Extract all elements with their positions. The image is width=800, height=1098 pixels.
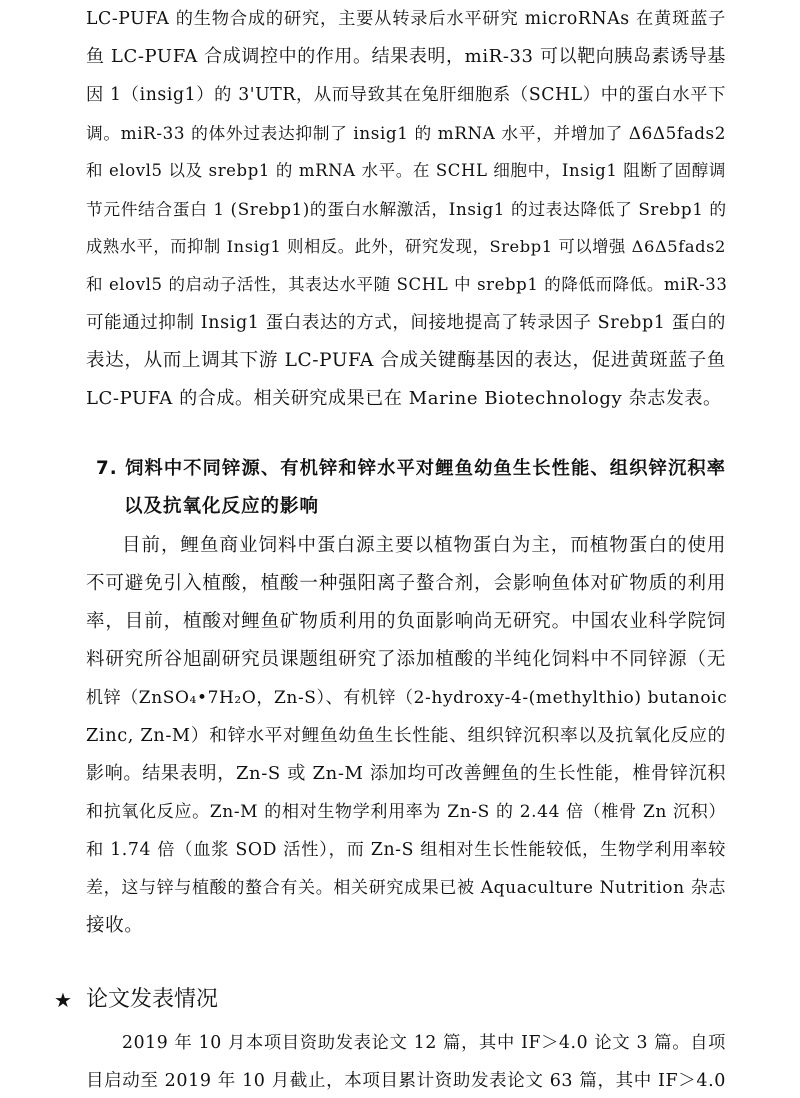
paragraph-line: 目前，鲤鱼商业饲料中蛋白源主要以植物蛋白为主，而植物蛋白的使用: [122, 535, 726, 556]
paragraph-line: 接收。: [86, 915, 144, 936]
paragraph-line: 因 1（insig1）的 3'UTR，从而导致其在兔肝细胞系（SCHL）中的蛋白水平下: [86, 85, 726, 105]
paragraph-line: 节元件结合蛋白 1 (Srebp1)的蛋白水解激活，Insig1 的过表达降低了 Srebp1 的: [86, 199, 727, 219]
paragraph-line: 调。miR-33 的体外过表达抑制了 insig1 的 mRNA 水平，并增加了 Δ6Δ5fads2: [86, 123, 726, 143]
paragraph-line: 和抗氧化反应。Zn-M 的相对生物学利用率为 Zn-S 的 2.44 倍（椎骨 Zn 沉积）: [86, 802, 726, 822]
paragraph-line: 和 elovl5 以及 srebp1 的 mRNA 水平。在 SCHL 细胞中，Insig1 阻断了固醇调: [86, 161, 726, 180]
paragraph-line: 鱼 LC-PUFA 合成调控中的作用。结果表明，miR-33 可以靶向胰岛素诱导基: [86, 46, 726, 67]
paragraph-line: 料研究所谷旭副研究员课题组研究了添加植酸的半纯化饲料中不同锌源（无: [86, 649, 726, 670]
paragraph-line: 成熟水平，而抑制 Insig1 则相反。此外，研究发现，Srebp1 可以增强 Δ6Δ5fads2: [86, 237, 726, 256]
paragraph-line: 影响。结果表明，Zn-S 或 Zn-M 添加均可改善鲤鱼的生长性能，椎骨锌沉积: [86, 763, 726, 784]
paragraph-line: Zinc, Zn-M）和锌水平对鲤鱼幼鱼生长性能、组织锌沉积率以及抗氧化反应的: [86, 726, 726, 746]
paragraph-line: LC-PUFA 的生物合成的研究，主要从转录后水平研究 microRNAs 在黄斑蓝子: [86, 9, 726, 29]
paragraph-line: 表达，从而上调其下游 LC-PUFA 合成关键酶基因的表达，促进黄斑蓝子鱼: [86, 350, 726, 371]
section-title-text: 论文发表情况: [85, 987, 218, 1012]
star-icon: ★: [54, 988, 72, 1012]
section-heading: 以及抗氧化反应的影响: [124, 496, 320, 517]
paragraph-line: 机锌（ZnSO₄•7H₂O，Zn-S）、有机锌（2-hydroxy-4-(methylthio) butanoic: [86, 688, 728, 708]
paragraph-line: 差，这与锌与植酸的螯合有关。相关研究成果已被 Aquaculture Nutrition 杂志: [86, 878, 726, 898]
section-title: [54, 982, 218, 1018]
paragraph-line: LC-PUFA 的合成。相关研究成果已在 Marine Biotechnology 杂志发表。: [86, 388, 722, 409]
section-heading: 7. 饲料中不同锌源、有机锌和锌水平对鲤鱼幼鱼生长性能、组织锌沉积率: [96, 458, 726, 479]
paragraph-line: 和 1.74 倍（血浆 SOD 活性），而 Zn-S 组相对生长性能较低，生物学利用率较: [86, 840, 726, 860]
paragraph-line: 目启动至 2019 年 10 月截止，本项目累计资助发表论文 63 篇，其中 IF＞4.0: [86, 1071, 726, 1091]
paragraph-line: 2019 年 10 月本项目资助发表论文 12 篇，其中 IF＞4.0 论文 3 篇。自项: [122, 1033, 726, 1053]
paragraph-line: 可能通过抑制 Insig1 蛋白表达的方式，间接地提高了转录因子 Srebp1 蛋白的: [86, 313, 726, 333]
paragraph-line: 率，目前，植酸对鲤鱼矿物质利用的负面影响尚无研究。中国农业科学院饲: [86, 611, 726, 632]
paragraph-line: 和 elovl5 的启动子活性，其表达水平随 SCHL 中 srebp1 的降低而降低。miR-33: [86, 275, 728, 294]
paragraph-line: 不可避免引入植酸，植酸一种强阳离子螯合剂，会影响鱼体对矿物质的利用: [86, 573, 726, 594]
